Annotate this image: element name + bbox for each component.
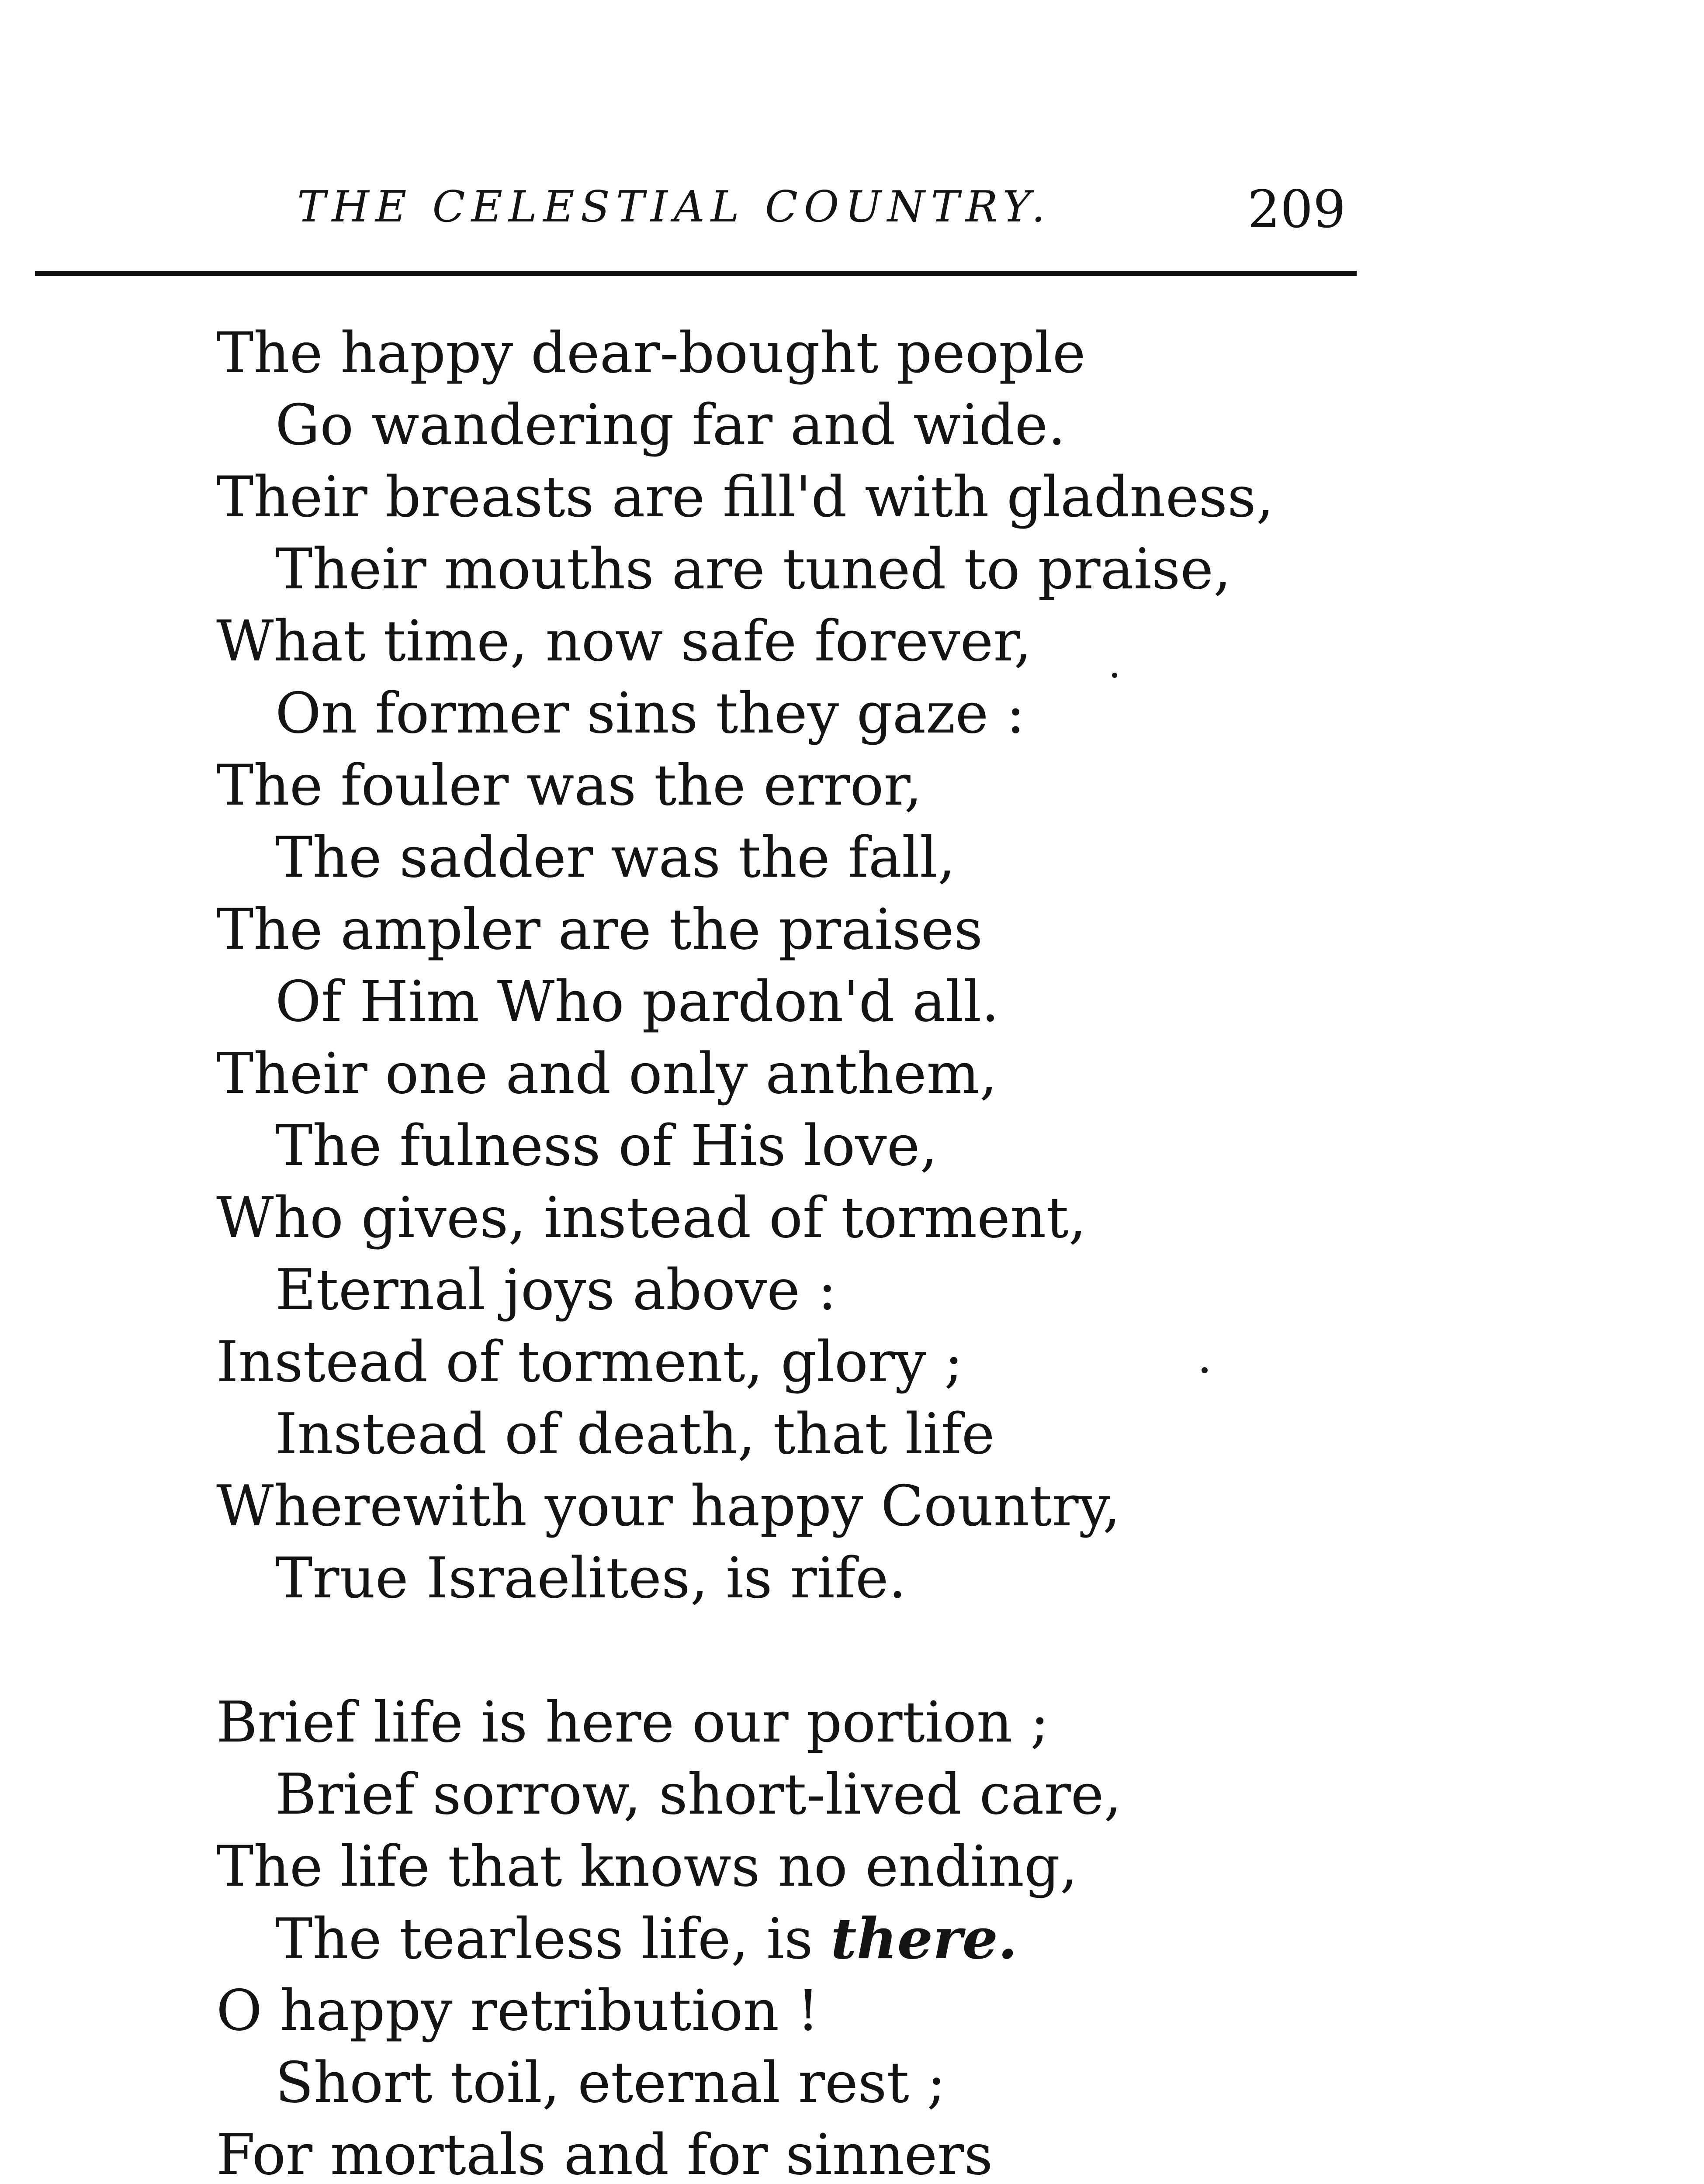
verse-line: The ampler are the praises [216,897,983,962]
verse-line: The happy dear-bought people [216,321,1086,386]
verse-line: Brief sorrow, short-lived care, [275,1762,1122,1827]
verse-line: Their one and only anthem, [216,1041,997,1106]
verse-line: O happy retribution ! [216,1978,820,2043]
verse-line: What time, now safe forever, [216,609,1032,674]
verse-line: Instead of torment, glory ; [216,1330,963,1395]
verse-line: Brief life is here our portion ; [216,1690,1049,1755]
verse-line [275,1906,1018,1972]
verse-line: On former sins they gaze : [275,681,1025,746]
verse-line: Of Him Who pardon'd all. [275,969,999,1034]
page-number: 209 [1247,179,1346,239]
verse-line: Instead of death, that life [275,1402,995,1467]
ink-speck [1112,673,1117,678]
verse-line: Short toil, eternal rest ; [275,2050,946,2115]
verse-line: Their breasts are fill'd with gladness, [216,465,1274,530]
verse-line: The life that knows no ending, [216,1834,1078,1899]
verse-line: For mortals and for sinners [216,2122,993,2184]
verse-text: The tearless life, is [275,1907,831,1972]
verse-line: Go wandering far and wide. [275,393,1066,458]
ink-speck [1202,1367,1208,1373]
verse-line: Eternal joys above : [275,1258,837,1323]
verse-line: Who gives, instead of torment, [216,1185,1087,1251]
italic-word: there. [831,1906,1018,1972]
verse-line: Wherewith your happy Country, [216,1474,1121,1539]
running-title: THE CELESTIAL COUNTRY. [297,182,1051,232]
verse-line: The fouler was the error, [216,753,922,818]
verse-line: The sadder was the fall, [275,825,956,890]
verse-line: True Israelites, is rife. [275,1546,907,1611]
verse-line: The fulness of His love, [275,1113,938,1178]
verse-line: Their mouths are tuned to praise, [275,537,1231,602]
